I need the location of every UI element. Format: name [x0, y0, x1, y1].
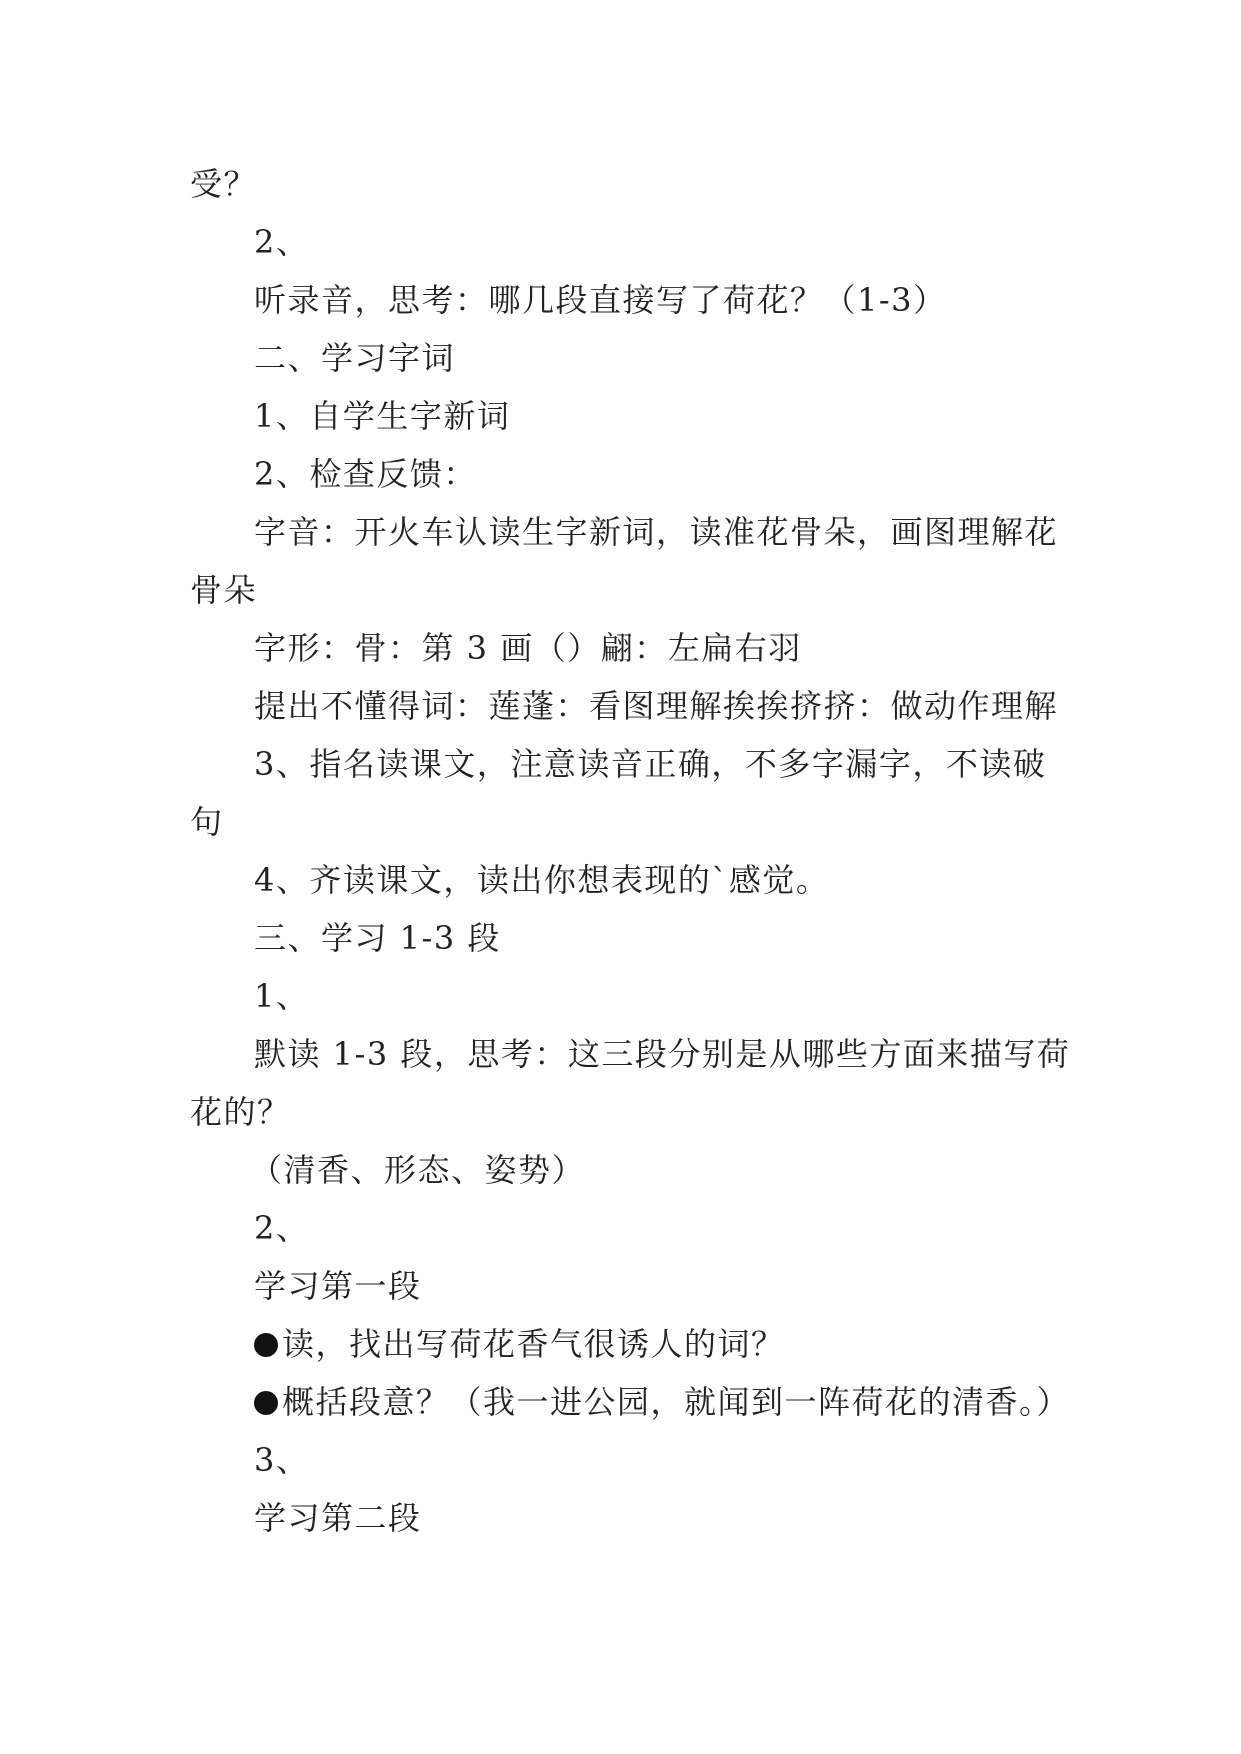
text-line: 听录音，思考：哪几段直接写了荷花？（1-3）	[254, 281, 947, 319]
text-line: 3、	[254, 1441, 310, 1479]
text-line: 学习第一段	[254, 1267, 422, 1305]
bullet-icon	[254, 1391, 278, 1415]
text-line: 字音：开火车认读生字新词，读准花骨朵，画图理解花	[254, 513, 1059, 551]
text-line: 4、齐读课文，读出你想表现的`感觉。	[254, 861, 830, 899]
bullet-text: 读，找出写荷花香气很诱人的词？	[282, 1325, 785, 1363]
text-line: 1、自学生字新词	[254, 397, 511, 435]
bullet-text: 概括段意？（我一进公园，就闻到一阵荷花的清香。）	[282, 1383, 1071, 1421]
bullet-item	[190, 1373, 1071, 1431]
section-heading: 三、学习 1-3 段	[254, 919, 501, 957]
text-line: 学习第二段	[254, 1499, 422, 1537]
section-heading: 二、学习字词	[254, 339, 456, 377]
text-line: 3、指名读课文，注意读音正确，不多字漏字，不读破	[254, 745, 1047, 783]
text-line: 默读 1-3 段，思考：这三段分别是从哪些方面来描写荷	[254, 1035, 1071, 1073]
text-line: 2、检查反馈：	[254, 455, 477, 493]
text-line: 1、	[254, 977, 310, 1015]
bullet-icon	[254, 1333, 278, 1357]
text-line: 句	[190, 803, 224, 841]
document-body	[190, 155, 1071, 1547]
text-line: 字形：骨：第 3 画（）翩：左扁右羽	[254, 629, 802, 667]
bullet-item	[190, 1315, 1050, 1373]
text-line: 2、	[254, 1209, 310, 1247]
text-line: 2、	[254, 223, 310, 261]
text-line: 受？	[190, 165, 258, 203]
text-line: （清香、形态、姿势）	[250, 1151, 586, 1189]
text-line: 骨朵	[190, 571, 258, 609]
text-line: 提出不懂得词：莲蓬：看图理解挨挨挤挤：做动作理解	[254, 687, 1059, 725]
text-line: 花的？	[190, 1093, 291, 1131]
